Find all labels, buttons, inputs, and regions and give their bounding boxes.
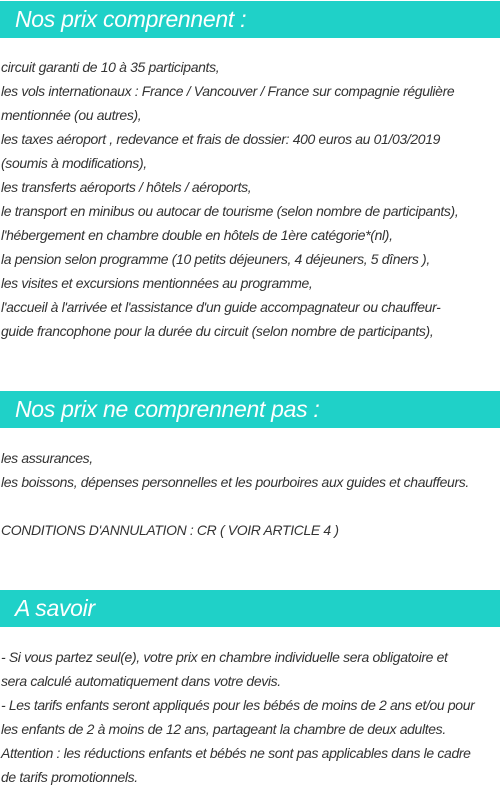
included-list [1,55,499,343]
cancellation-conditions: CONDITIONS D'ANNULATION : CR ( VOIR ARTICLE 4 ) [1,522,339,538]
list-item: les taxes aéroport , redevance et frais de dossier: 400 euros au 01/03/2019 [1,131,441,147]
list-item: sera calculé automatiquement dans votre devis. [1,673,281,689]
list-item: les transferts aéroports / hôtels / aéroports, [1,179,252,195]
list-item: - Si vous partez seul(e), votre prix en chambre individuelle sera obligatoire et [1,649,448,665]
list-item: les enfants de 2 à moins de 12 ans, partageant la chambre de deux adultes. [1,721,446,737]
list-item: de tarifs promotionnels. [1,769,138,785]
excluded-list [1,446,499,542]
included-heading: Nos prix comprennent : [0,1,500,38]
spacer [1,494,499,518]
list-item: la pension selon programme (10 petits déjeuners, 4 déjeuners, 5 dîners ), [1,251,430,267]
excluded-heading: Nos prix ne comprennent pas : [0,391,500,428]
list-item: (soumis à modifications), [1,155,147,171]
list-item: l'hébergement en chambre double en hôtels de 1ère catégorie*(nl), [1,227,393,243]
list-item: les visites et excursions mentionnées au programme, [1,275,313,291]
list-item: les boissons, dépenses personnelles et les pourboires aux guides et chauffeurs. [1,474,469,490]
list-item: - Les tarifs enfants seront appliqués pour les bébés de moins de 2 ans et/ou pour [1,697,475,713]
info-heading: A savoir [0,590,500,627]
list-item: Attention : les réductions enfants et bébés ne sont pas applicables dans le cadre [1,745,471,761]
list-item: les vols internationaux : France / Vancouver / France sur compagnie régulière [1,83,455,99]
list-item: l'accueil à l'arrivée et l'assistance d'un guide accompagnateur ou chauffeur- [1,299,441,315]
list-item: les assurances, [1,450,93,466]
info-list [1,645,499,789]
list-item: mentionnée (ou autres), [1,107,142,123]
list-item: guide francophone pour la durée du circuit (selon nombre de participants), [1,323,434,339]
list-item: circuit garanti de 10 à 35 participants, [1,59,220,75]
list-item: le transport en minibus ou autocar de tourisme (selon nombre de participants), [1,203,459,219]
